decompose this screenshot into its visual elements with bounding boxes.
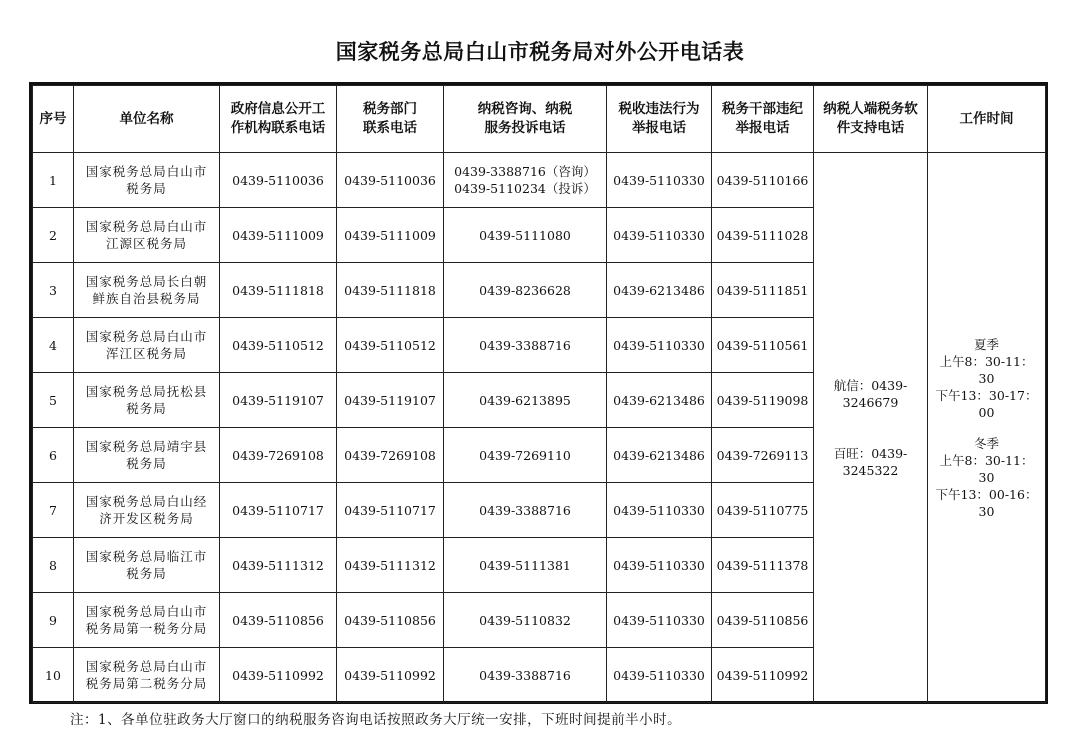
phone-table: [32, 85, 1046, 703]
row-consult-phone: 0439-3388716: [444, 483, 607, 538]
row-dept-phone: 0439-7269108: [337, 428, 444, 483]
row-unit: 国家税务总局白山市 税务局第二税务分局: [74, 648, 220, 703]
row-cadre-phone: 0439-5111378: [712, 538, 814, 593]
row-unit: 国家税务总局白山经 济开发区税务局: [74, 483, 220, 538]
row-consult-phone: 0439-3388716（咨询） 0439-5110234（投诉）: [444, 153, 607, 208]
row-cadre-phone: 0439-5110856: [712, 593, 814, 648]
row-violation-phone: 0439-5110330: [607, 648, 712, 703]
winter-am: 上午8：30-11： 30: [939, 452, 1034, 485]
row-seq: 10: [33, 648, 74, 703]
row-gov-phone: 0439-5110856: [220, 593, 337, 648]
row-dept-phone: 0439-5110992: [337, 648, 444, 703]
row-gov-phone: 0439-5110717: [220, 483, 337, 538]
footnote: 注：1、各单位驻政务大厅窗口的纳税服务咨询电话按照政务大厅统一安排，下班时间提前半小时。: [70, 712, 682, 728]
row-consult-phone: 0439-6213895: [444, 373, 607, 428]
row-gov-phone: 0439-5111312: [220, 538, 337, 593]
row-cadre-phone: 0439-5110561: [712, 318, 814, 373]
row-seq: 7: [33, 483, 74, 538]
header-consult: 纳税咨询、纳税 服务投诉电话: [444, 86, 607, 153]
row-seq: 2: [33, 208, 74, 263]
row-seq: 5: [33, 373, 74, 428]
row-consult-phone: 0439-8236628: [444, 263, 607, 318]
row-seq: 6: [33, 428, 74, 483]
row-unit: 国家税务总局靖宇县 税务局: [74, 428, 220, 483]
row-unit: 国家税务总局白山市 税务局: [74, 153, 220, 208]
row-unit: 国家税务总局白山市 税务局第一税务分局: [74, 593, 220, 648]
row-seq: 9: [33, 593, 74, 648]
header-seq: 序号: [33, 86, 74, 153]
row-consult-phone: 0439-5111080: [444, 208, 607, 263]
page-title: 国家税务总局白山市税务局对外公开电话表: [335, 40, 745, 64]
row-cadre-phone: 0439-5111851: [712, 263, 814, 318]
header-gov-info: 政府信息公开工 作机构联系电话: [220, 86, 337, 153]
row-unit: 国家税务总局抚松县 税务局: [74, 373, 220, 428]
row-gov-phone: 0439-5119107: [220, 373, 337, 428]
table-row: [33, 153, 1046, 208]
row-dept-phone: 0439-5111312: [337, 538, 444, 593]
row-cadre-phone: 0439-7269113: [712, 428, 814, 483]
row-violation-phone: 0439-6213486: [607, 373, 712, 428]
row-cadre-phone: 0439-5110166: [712, 153, 814, 208]
header-row: [33, 86, 1046, 153]
row-dept-phone: 0439-5110512: [337, 318, 444, 373]
header-unit: 单位名称: [74, 86, 220, 153]
row-gov-phone: 0439-5110992: [220, 648, 337, 703]
row-consult-phone: 0439-3388716: [444, 648, 607, 703]
row-dept-phone: 0439-5110036: [337, 153, 444, 208]
row-dept-phone: 0439-5110856: [337, 593, 444, 648]
row-unit: 国家税务总局临江市 税务局: [74, 538, 220, 593]
row-dept-phone: 0439-5119107: [337, 373, 444, 428]
header-hours: 工作时间: [928, 86, 1046, 153]
row-unit: 国家税务总局白山市 江源区税务局: [74, 208, 220, 263]
row-violation-phone: 0439-5110330: [607, 208, 712, 263]
row-seq: 3: [33, 263, 74, 318]
baiwang-phone: 百旺：0439- 3245322: [833, 445, 908, 478]
summer-pm: 下午13：30-17： 00: [935, 387, 1038, 420]
row-gov-phone: 0439-7269108: [220, 428, 337, 483]
row-seq: 8: [33, 538, 74, 593]
row-violation-phone: 0439-5110330: [607, 153, 712, 208]
hangxin-phone: 航信：0439- 3246679: [833, 377, 908, 410]
row-consult-phone: 0439-7269110: [444, 428, 607, 483]
row-cadre-phone: 0439-5110775: [712, 483, 814, 538]
row-violation-phone: 0439-5110330: [607, 483, 712, 538]
row-gov-phone: 0439-5111009: [220, 208, 337, 263]
row-gov-phone: 0439-5111818: [220, 263, 337, 318]
row-violation-phone: 0439-6213486: [607, 263, 712, 318]
row-violation-phone: 0439-5110330: [607, 318, 712, 373]
row-gov-phone: 0439-5110036: [220, 153, 337, 208]
row-violation-phone: 0439-6213486: [607, 428, 712, 483]
row-unit: 国家税务总局白山市 浑江区税务局: [74, 318, 220, 373]
summer-label: 夏季: [973, 336, 999, 352]
header-cadre: 税务干部违纪 举报电话: [712, 86, 814, 153]
working-hours-cell: [928, 153, 1046, 703]
row-dept-phone: 0439-5111818: [337, 263, 444, 318]
row-seq: 4: [33, 318, 74, 373]
winter-label: 冬季: [973, 435, 999, 451]
row-violation-phone: 0439-5110330: [607, 593, 712, 648]
winter-pm: 下午13：00-16： 30: [935, 486, 1038, 519]
row-seq: 1: [33, 153, 74, 208]
row-cadre-phone: 0439-5119098: [712, 373, 814, 428]
row-dept-phone: 0439-5110717: [337, 483, 444, 538]
row-unit: 国家税务总局长白朝 鲜族自治县税务局: [74, 263, 220, 318]
header-dept: 税务部门 联系电话: [337, 86, 444, 153]
header-software: 纳税人端税务软 件支持电话: [814, 86, 928, 153]
row-cadre-phone: 0439-5110992: [712, 648, 814, 703]
row-consult-phone: 0439-5111381: [444, 538, 607, 593]
header-violation: 税收违法行为 举报电话: [607, 86, 712, 153]
row-consult-phone: 0439-5110832: [444, 593, 607, 648]
row-consult-phone: 0439-3388716: [444, 318, 607, 373]
row-gov-phone: 0439-5110512: [220, 318, 337, 373]
row-violation-phone: 0439-5110330: [607, 538, 712, 593]
software-support-cell: [814, 153, 928, 703]
row-cadre-phone: 0439-5111028: [712, 208, 814, 263]
row-dept-phone: 0439-5111009: [337, 208, 444, 263]
summer-am: 上午8：30-11： 30: [939, 353, 1034, 386]
